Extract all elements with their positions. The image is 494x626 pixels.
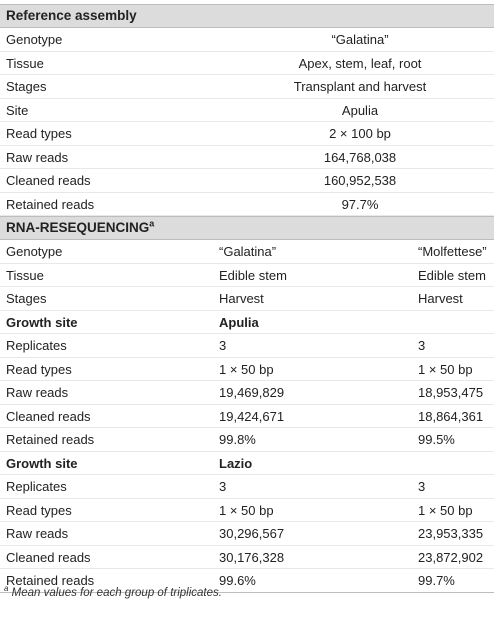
- footnote: [4, 584, 222, 599]
- reference-rows: [0, 28, 494, 216]
- molfettese-value: Edible stem: [418, 267, 486, 283]
- row-label: Cleaned reads: [6, 549, 91, 565]
- galatina-value: 1 × 50 bp: [219, 502, 274, 518]
- growth-site-row: [0, 311, 494, 335]
- galatina-value: 3: [219, 338, 227, 353]
- row-label: Genotype: [6, 32, 63, 47]
- data-table: [0, 4, 494, 593]
- table-row: [0, 193, 494, 217]
- molfettese-value: 18,953,475: [418, 385, 484, 400]
- molfettese-value: 3: [418, 338, 426, 353]
- footnote-text: Mean values for each group of triplicates.: [11, 587, 222, 599]
- row-value: 97.7%: [341, 196, 379, 212]
- table-row: [0, 287, 494, 311]
- table-row: [0, 405, 494, 429]
- row-label: Growth site: [6, 314, 78, 330]
- row-value: “Galatina”: [331, 32, 389, 47]
- molfettese-value: 23,872,902: [418, 549, 484, 565]
- molfettese-value: “Molfettese”: [418, 244, 487, 259]
- rna-resequencing-heading-text: RNA-RESEQUENCING: [6, 220, 150, 235]
- row-value: Apex, stem, leaf, root: [298, 55, 422, 71]
- row-label: Cleaned reads: [6, 173, 91, 188]
- row-label: Retained reads: [6, 573, 95, 588]
- row-label: Raw reads: [6, 149, 69, 165]
- row-label: Tissue: [6, 55, 44, 71]
- galatina-value: 99.8%: [219, 432, 256, 447]
- galatina-value: 30,176,328: [219, 549, 285, 565]
- table-row: [0, 99, 494, 123]
- galatina-value: Harvest: [219, 291, 264, 306]
- table-row: [0, 146, 494, 170]
- galatina-value: 1 × 50 bp: [219, 361, 274, 377]
- table-row: [0, 240, 494, 264]
- reseq-rows: [0, 240, 494, 593]
- table-row: [0, 264, 494, 288]
- row-value: Transplant and harvest: [293, 79, 427, 94]
- rna-resequencing-heading: [0, 216, 494, 240]
- table-row: [0, 522, 494, 546]
- row-label: Retained reads: [6, 196, 95, 212]
- row-value: 164,768,038: [323, 149, 397, 165]
- row-label: Read types: [6, 361, 72, 377]
- footnote-marker: a: [4, 584, 9, 594]
- molfettese-value: 1 × 50 bp: [418, 361, 473, 377]
- table-row: [0, 122, 494, 146]
- table-row: [0, 334, 494, 358]
- row-label: Replicates: [6, 479, 67, 494]
- row-label: Site: [6, 102, 29, 118]
- row-label: Stages: [6, 291, 47, 306]
- row-label: Tissue: [6, 267, 44, 283]
- table-row: [0, 546, 494, 570]
- row-value: 160,952,538: [323, 173, 397, 188]
- table-row: [0, 169, 494, 193]
- row-label: Raw reads: [6, 526, 69, 541]
- galatina-value: Edible stem: [219, 267, 287, 283]
- molfettese-value: Harvest: [418, 291, 463, 306]
- table-row: [0, 28, 494, 52]
- table-row: [0, 381, 494, 405]
- row-value: 2 × 100 bp: [329, 126, 391, 141]
- row-label: Raw reads: [6, 385, 69, 400]
- table-row: [0, 428, 494, 452]
- row-label: Read types: [6, 502, 72, 518]
- galatina-value: 99.6%: [219, 573, 256, 588]
- galatina-value: “Galatina”: [219, 244, 277, 259]
- molfettese-value: 99.5%: [418, 432, 455, 447]
- row-label: Stages: [6, 79, 47, 94]
- molfettese-value: 23,953,335: [418, 526, 484, 541]
- row-value: Apulia: [341, 102, 379, 118]
- row-label: Retained reads: [6, 432, 95, 447]
- molfettese-value: 1 × 50 bp: [418, 502, 473, 518]
- galatina-value: 19,424,671: [219, 408, 285, 424]
- galatina-value: Lazio: [219, 455, 253, 471]
- row-label: Genotype: [6, 244, 63, 259]
- table-row: [0, 499, 494, 523]
- table-row: [0, 52, 494, 76]
- galatina-value: 19,469,829: [219, 385, 285, 400]
- row-label: Read types: [6, 126, 72, 141]
- row-label: Cleaned reads: [6, 408, 91, 424]
- heading-footnote-marker: a: [149, 218, 155, 229]
- row-label: Replicates: [6, 338, 67, 353]
- table-row: [0, 358, 494, 382]
- molfettese-value: 18,864,361: [418, 408, 484, 424]
- galatina-value: Apulia: [219, 314, 259, 330]
- reference-assembly-heading: Reference assembly: [0, 4, 494, 28]
- molfettese-value: 99.7%: [418, 573, 455, 588]
- row-label: Growth site: [6, 455, 78, 471]
- table-row: [0, 75, 494, 99]
- galatina-value: 3: [219, 479, 227, 494]
- galatina-value: 30,296,567: [219, 526, 285, 541]
- table-row: [0, 475, 494, 499]
- growth-site-row: [0, 452, 494, 476]
- molfettese-value: 3: [418, 479, 426, 494]
